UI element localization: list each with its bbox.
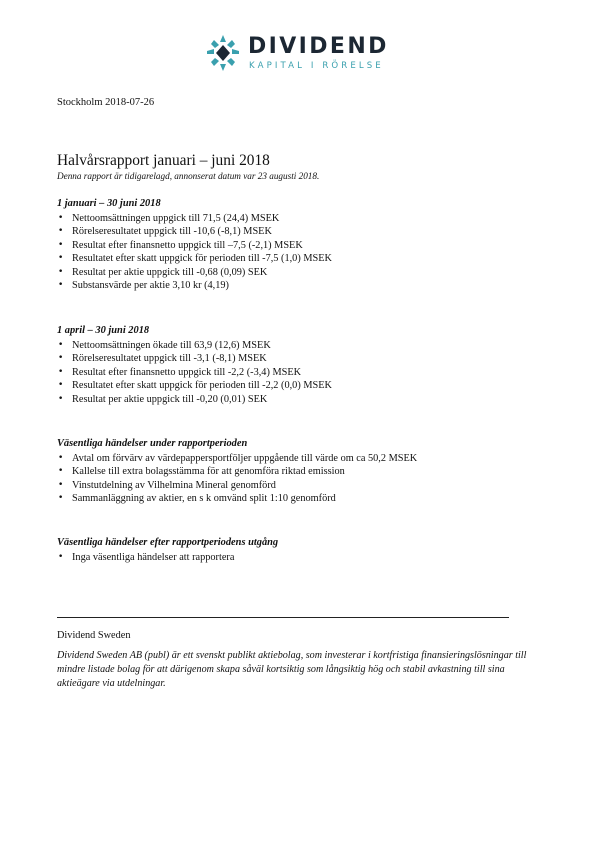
divider-rule <box>57 617 509 618</box>
diamond-rays-icon <box>206 34 240 72</box>
list-item: • Substansvärde per aktie 3,10 kr (4,19) <box>57 279 332 292</box>
bullet-list <box>57 452 417 506</box>
footer-text: Dividend Sweden AB (publ) är ett svenskt publikt aktiebolag, som investerar i kortfristiga finansieringslösningar till mindre listade bolag för att därigenom skapa såväl kortsiktig som långsiktig hög och stabil avkastning till sina aktieägare via utdelningar. <box>57 650 527 690</box>
section-events-after <box>57 536 278 564</box>
logo-tagline: KAPITAL I RÖRELSE <box>249 61 384 71</box>
section-heading: 1 april – 30 juni 2018 <box>57 325 150 336</box>
section-events-during <box>57 437 417 506</box>
section-half-year <box>57 197 332 292</box>
list-item: • Rörelseresultatet uppgick till -3,1 (-8,1) MSEK <box>57 352 332 365</box>
list-item: • Nettoomsättningen ökade till 63,9 (12,6) MSEK <box>57 339 332 352</box>
date-line: Stockholm 2018-07-26 <box>57 97 155 108</box>
list-item: • Inga väsentliga händelser att rapportera <box>57 551 278 564</box>
section-heading: 1 januari – 30 juni 2018 <box>57 198 161 209</box>
list-item: • Resultat efter finansnetto uppgick till –7,5 (-2,1) MSEK <box>57 239 332 252</box>
list-item: • Sammanläggning av aktier, en s k omvänd split 1:10 genomförd <box>57 492 417 505</box>
list-item: • Resultat efter finansnetto uppgick till -2,2 (-3,4) MSEK <box>57 366 332 379</box>
logo-name: DIVIDEND <box>248 34 389 59</box>
section-heading: Väsentliga händelser efter rapportperiodens utgång <box>57 537 279 548</box>
list-item: • Nettoomsättningen uppgick till 71,5 (24,4) MSEK <box>57 212 332 225</box>
bullet-list <box>57 551 278 564</box>
list-item: • Avtal om förvärv av värdepappersportföljer uppgående till värde om ca 50,2 MSEK <box>57 452 417 465</box>
footer-heading: Dividend Sweden <box>57 630 131 641</box>
list-item: • Rörelseresultatet uppgick till -10,6 (-8,1) MSEK <box>57 225 332 238</box>
list-item: • Resultatet efter skatt uppgick för perioden till -2,2 (0,0) MSEK <box>57 379 332 392</box>
bullet-list <box>57 212 332 292</box>
section-quarter <box>57 324 332 406</box>
report-subtitle: Denna rapport är tidigarelagd, annonserat datum var 23 augusti 2018. <box>57 171 320 181</box>
company-logo <box>206 34 396 74</box>
section-heading: Väsentliga händelser under rapportperioden <box>57 438 248 449</box>
report-title: Halvårsrapport januari – juni 2018 <box>57 152 270 169</box>
list-item: • Resultat per aktie uppgick till -0,20 (0,01) SEK <box>57 393 332 406</box>
list-item: • Resultatet efter skatt uppgick för perioden till -7,5 (1,0) MSEK <box>57 252 332 265</box>
list-item: • Kallelse till extra bolagsstämma för att genomföra riktad emission <box>57 465 417 478</box>
bullet-list <box>57 339 332 406</box>
list-item: • Resultat per aktie uppgick till -0,68 (0,09) SEK <box>57 266 332 279</box>
list-item: • Vinstutdelning av Vilhelmina Mineral genomförd <box>57 479 417 492</box>
